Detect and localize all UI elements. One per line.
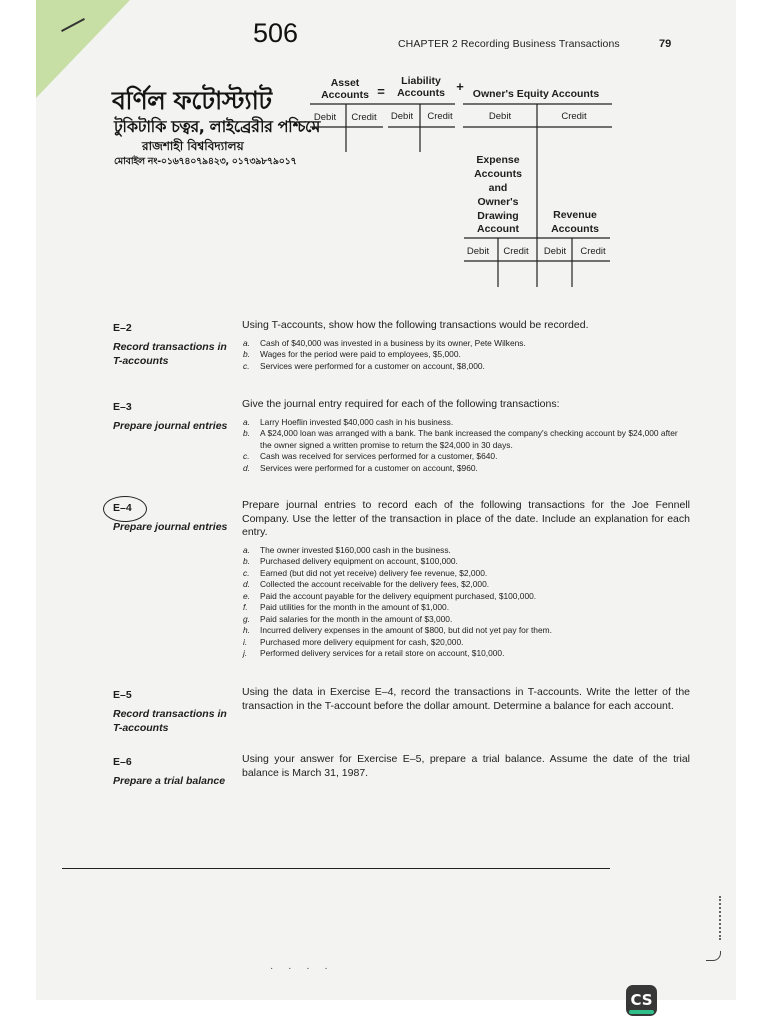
- item-letter: b.: [243, 556, 250, 566]
- expense-credit: Credit: [503, 246, 529, 257]
- item-text: Services were performed for a customer on account, $8,000.: [260, 360, 485, 371]
- item-text: Services were performed for a customer on account, $960.: [260, 462, 478, 473]
- item-letter: j.: [243, 648, 248, 658]
- item-text: Paid salaries for the month in the amount of $3,000.: [260, 613, 453, 624]
- item-letter: a.: [243, 416, 250, 427]
- handwritten-page-number: 506: [253, 18, 299, 48]
- item-text: Incurred delivery expenses in the amount of $800, but did not yet pay for them.: [260, 625, 552, 635]
- exercise-body: [242, 753, 690, 785]
- exercise-code: E–5: [113, 689, 132, 701]
- equals-sign: =: [377, 84, 385, 99]
- item-text: Performed delivery services for a retail store on account, $10,000.: [260, 648, 505, 658]
- exercise-title: Record transactions in T-accounts: [113, 708, 227, 734]
- item-letter: e.: [243, 590, 250, 601]
- liability-label: Liability: [401, 75, 441, 87]
- liability-label-2: Accounts: [397, 87, 445, 99]
- camscanner-badge[interactable]: CS: [626, 985, 657, 1016]
- item-letter: b.: [243, 428, 250, 438]
- item-text: Cash was received for services performed for a customer, $640.: [260, 451, 498, 461]
- item-letter: d.: [243, 579, 250, 589]
- liability-debit: Debit: [390, 111, 414, 122]
- item-text: Purchased more delivery equipment for cash, $20,000.: [260, 636, 464, 647]
- expense-label-4: Owner's: [477, 196, 519, 208]
- expense-label-2: Accounts: [474, 168, 522, 180]
- scan-noise: · · · ·: [270, 963, 334, 974]
- transaction-list: [242, 338, 690, 373]
- item-text: Cash of $40,000 was invested in a business by its owner, Pete Wilkens.: [260, 337, 526, 348]
- revenue-label-2: Accounts: [551, 223, 599, 235]
- item-letter: h.: [243, 625, 250, 635]
- stamp-line-4: মোবাইল নং-০১৬৭৪০৭৯৪২৩, ০১৭৩৯৮৭৯০১৭: [114, 156, 297, 167]
- t-account-diagram: [0, 0, 768, 300]
- item-text: Wages for the period were paid to employees, $5,000.: [260, 349, 461, 359]
- item-text: Collected the account receivable for the delivery fees, $2,000.: [260, 579, 490, 589]
- equity-label: Owner's Equity Accounts: [472, 88, 600, 100]
- item-text: The owner invested $160,000 cash in the business.: [260, 544, 451, 555]
- item-letter: c.: [243, 567, 250, 578]
- transaction-item: [242, 417, 690, 429]
- transaction-item: [242, 637, 690, 649]
- exercise-body: [242, 686, 690, 718]
- exercise-title: Prepare a trial balance: [113, 775, 226, 787]
- exercise-body: [242, 499, 690, 660]
- item-letter: c.: [243, 360, 250, 371]
- stamp-line-1: বর্ণিল ফটোস্ট্যাট: [112, 86, 272, 115]
- item-text: A $24,000 loan was arranged with a bank. The bank increased the company's checking account by $24,000 after the owner signed a written promise to return the $24,000 in 30 days.: [260, 428, 678, 450]
- transaction-item: [242, 338, 690, 350]
- transaction-item: [242, 556, 690, 568]
- item-letter: a.: [243, 544, 250, 555]
- asset-debit: Debit: [313, 112, 337, 123]
- transaction-item: [242, 428, 690, 451]
- transaction-item: [242, 579, 690, 591]
- exercise-instruction: Using the data in Exercise E–4, record the transactions in T-accounts. Write the letter of the transaction in the T-account before the dollar amount. Determine a balance for each account.: [242, 686, 690, 712]
- transaction-item: [242, 648, 690, 660]
- exercise-instruction: Prepare journal entries to record each of the following transactions for the Joe Fennell Company. Use the letter of the transaction in place of the date. Include an explanation for each entry.: [242, 499, 690, 538]
- transaction-item: [242, 349, 690, 361]
- transaction-item: [242, 602, 690, 614]
- item-letter: a.: [243, 337, 250, 348]
- item-letter: g.: [243, 613, 250, 624]
- equity-debit: Debit: [488, 111, 512, 122]
- page-edge-marks: [719, 896, 723, 940]
- expense-label-3: and: [488, 182, 508, 194]
- stamp-line-3: রাজশাহী বিশ্ববিদ্যালয়: [142, 139, 244, 153]
- expense-label-5: Drawing: [477, 210, 519, 222]
- item-letter: f.: [243, 602, 248, 612]
- horizontal-rule: [62, 868, 610, 869]
- item-letter: b.: [243, 349, 250, 359]
- item-text: Larry Hoeflin invested $40,000 cash in his business.: [260, 416, 454, 427]
- transaction-list: [242, 417, 690, 475]
- exercise-instruction: Give the journal entry required for each of the following transactions:: [242, 398, 560, 410]
- exercise-code: E–3: [113, 401, 132, 413]
- exercise-code: E–6: [113, 756, 132, 768]
- expense-label-6: Account: [477, 223, 519, 235]
- exercise-code: E–4: [113, 502, 132, 514]
- exercise-body: [242, 398, 690, 474]
- exercise-code: E–2: [113, 322, 132, 334]
- equity-credit: Credit: [561, 111, 587, 122]
- exercise-title: Record transactions in T-accounts: [113, 341, 227, 367]
- transaction-item: [242, 361, 690, 373]
- transaction-item: [242, 545, 690, 557]
- exercise-instruction: Using T-accounts, show how the following transactions would be recorded.: [242, 319, 589, 331]
- plus-sign: +: [456, 79, 464, 94]
- item-letter: d.: [243, 462, 250, 473]
- asset-credit: Credit: [351, 112, 377, 123]
- folio-page-number: 79: [659, 38, 672, 50]
- exercise-instruction: Using your answer for Exercise E–5, prepare a trial balance. Assume the date of the trial balance is March 31, 1987.: [242, 753, 690, 779]
- exercise-title: Prepare journal entries: [113, 521, 228, 533]
- exercise-body: [242, 319, 690, 372]
- item-text: Purchased delivery equipment on account, $100,000.: [260, 556, 458, 566]
- transaction-item: [242, 568, 690, 580]
- item-text: Paid the account payable for the delivery equipment purchased, $100,000.: [260, 590, 537, 601]
- asset-label: Asset: [330, 77, 360, 89]
- liability-credit: Credit: [427, 111, 453, 122]
- transaction-item: [242, 591, 690, 603]
- transaction-item: [242, 463, 690, 475]
- transaction-item: [242, 625, 690, 637]
- item-letter: c.: [243, 451, 250, 461]
- item-text: Earned (but did not yet receive) delivery fee revenue, $2,000.: [260, 567, 488, 578]
- asset-label-2: Accounts: [321, 89, 369, 101]
- revenue-credit: Credit: [580, 246, 606, 257]
- transaction-list: [242, 545, 690, 660]
- expense-label-1: Expense: [476, 154, 520, 166]
- item-letter: i.: [243, 636, 248, 647]
- running-head: CHAPTER 2 Recording Business Transactions: [398, 38, 620, 50]
- transaction-item: [242, 614, 690, 626]
- stamp-line-2: টুকিটাকি চত্বর, লাইব্রেরীর পশ্চিমে: [114, 117, 320, 136]
- transaction-item: [242, 451, 690, 463]
- item-text: Paid utilities for the month in the amount of $1,000.: [260, 602, 450, 612]
- exercise-title: Prepare journal entries: [113, 420, 228, 432]
- expense-debit: Debit: [466, 246, 490, 257]
- revenue-debit: Debit: [543, 246, 567, 257]
- revenue-label-1: Revenue: [553, 209, 597, 221]
